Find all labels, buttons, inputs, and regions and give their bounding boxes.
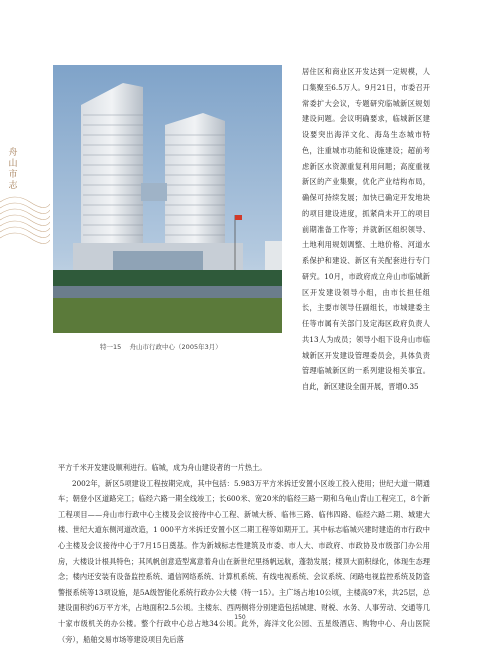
page-number: 150 [234,614,246,621]
right-column-text [302,64,430,395]
right-column-paragraph: 居住区和商业区开发达到一定规模，人口集聚至6.5万人。9月21日，市委召开常委扩大会议，专题研究临城新区规划建设问题。会议明确要求，临城新区建设要突出海洋文化、海岛生态城市特色，注重城市功能和设施建设；超前考虑新区水资源重复利用问题；高度重视新区的产业集聚，优化产业结构布局，确保可持续发展；加快已确定开发地块的项目建设进度，抓紧尚未开工的项目前期准备工作等；并就新区组织领导、土地利用规划调整、土地价格、河道水系保护和建设、新区有关配套进行专门研究。10月，市政府成立舟山市临城新区开发建设领导小组，由市长担任组长，主要市领导任副组长，市城建委主任等市属有关部门及定海区政府负责人共13人为成员；领导小组下设舟山市临城新区开发建设管理委员会，具体负责管理临城新区的一系列建设相关事宜。自此，新区建设全面开展，晋增0.35 [302,67,430,391]
administrative-center-photo [53,65,282,333]
decorative-wave-lines [0,182,50,262]
body-paragraph: 2002年，新区5项建设工程按期完成，其中包括：5.983万平方米拆迁安置小区竣工投入使用；世纪大道一期通车；朝登小区道路完工；临经六路一期全线竣工；长600米、宽20米的临经三路一期和乌龟山背山工程完工，8个新工程项目——舟山市行政中心主楼及会议接待中心工程、新城大桥、临伟三路、临伟四路、临经六路二期、城建大楼、世纪大道东侧河道改造，1 000平方米拆迁安置小区二期工程等如期开工。其中标志临城兴建时建造的市行政中心主楼及会议接待中心于7月15日奠基。作为新城标志性建筑及市委、市人大、市政府、市政协及市级部门办公用房，大楼设计根具特色；其风帆创意造型寓意着舟山在新世纪里扬帆远航，蓬勃发展；楼顶大面积绿化，体现生态理念；楼内还安装有设备监控系统、通信网络系统、计算机系统、有线电视系统、会议系统、闭路电视监控系统及防盗警报系统等13项设施，是5A级智能化系统行政办公大楼（特一15）。主广场占地10公顷，主楼高97米，共25层，总建设面积约6万平方米，占地面积2.5公顷。主楼东、西两侧将分别建造包括城建、财税、水务、人事劳动、交通等几十家市级机关的办公楼。整个行政中心总占地34公顷。此外，海洋文化公园、五星级酒店、购物中心、舟山医院（旁），船舶交易市场等建设项目先后落 [58,478,430,644]
caption-text: 舟山市行政中心（2005年3月） [129,343,222,351]
caption-id: 特一15 [100,343,122,351]
photo-caption [100,342,250,351]
continuation-line: 平方千米开发建设顺利进行。临城，成为舟山建设者的一片热土。 [58,463,267,472]
side-label: 舟山市志 [8,148,18,191]
